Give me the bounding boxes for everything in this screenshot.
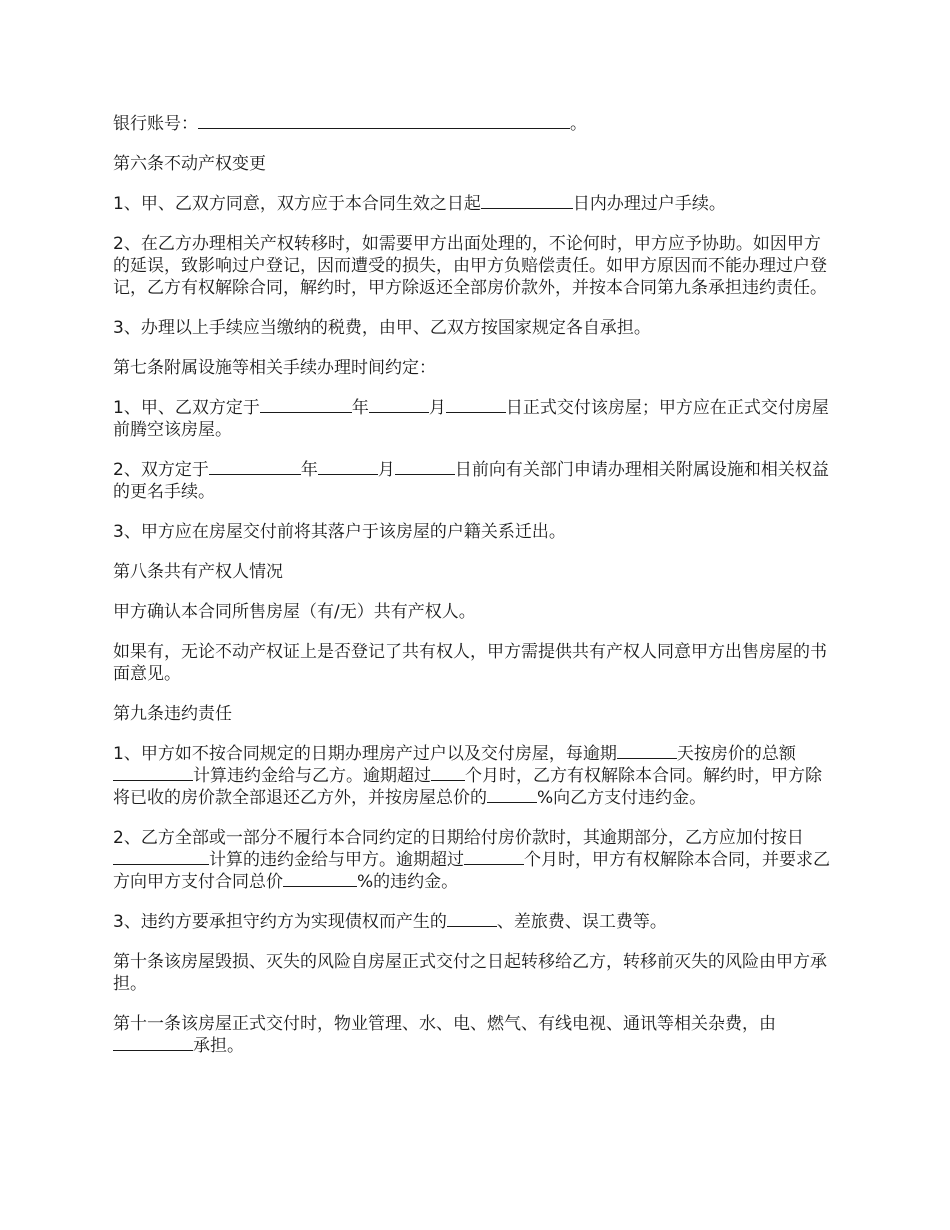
article-9-clause-3 [113,911,830,933]
bank-account-tail: 。 [570,114,587,134]
article-6-clause-1 [113,193,830,215]
text-segment: 计算违约金给与乙方。逾期超过 [193,766,431,786]
article-7-clause-2 [113,459,830,503]
text-segment: 第十一条该房屋正式交付时，物业管理、水、电、燃气、有线电视、通讯等相关杂费，由 [113,1014,776,1034]
article-11 [113,1013,830,1057]
text-segment: 承担。 [193,1036,244,1056]
days-blank [481,193,573,209]
article-6-title: 第六条不动产权变更 [113,154,266,174]
text-segment: 天按房价的总额 [676,744,796,764]
text-segment: 计算的违约金给与甲方。逾期超过 [209,850,464,870]
text-segment: 月 [428,398,446,418]
text-segment: 1、甲方如不按合同规定的日期办理房产过户以及交付房屋，每逾期 [113,744,617,764]
text-segment: 2、乙方全部或一部分不履行本合同约定的日期给付房价款时，其逾期部分，乙方应加付按日 [113,828,804,848]
article-8-title: 第八条共有产权人情况 [113,562,283,582]
text-segment: 、差旅费、误工费等。 [496,912,667,932]
article-7-title: 第七条附属设施等相关手续办理时间约定： [113,358,436,378]
article-6-clause-2: 2、在乙方办理相关产权转移时，如需要甲方出面处理的，不论何时，甲方应予协助。如因甲方的延误，致影响过户登记，因而遭受的损失，由甲方负赔偿责任。如甲方原因而不能办理过户登记，乙方有权解除合同，解约时，甲方除返还全部房价款外，并按本合同第九条承担违约责任。 [113,234,827,298]
year-blank [209,459,301,475]
bank-account-blank [198,113,570,129]
daily-rate-blank [113,849,209,865]
text-segment: 个月时，甲方有权解除本合同，并要求乙方向甲方支付合同总价 [113,850,830,892]
text-segment: 月 [377,460,395,480]
text-segment: 日前向有关部门申请办理相关附属设施和相关权益的更名手续。 [113,460,829,502]
article-10: 第十条该房屋毁损、灭失的风险自房屋正式交付之日起转移给乙方，转移前灭失的风险由甲方承担。 [113,952,827,994]
article-9-clause-1 [113,743,830,809]
text-segment: %向乙方支付违约金。 [537,788,707,808]
article-8-clause-2: 如果有，无论不动产权证上是否登记了共有权人，甲方需提供共有产权人同意甲方出售房屋的书面意见。 [113,642,827,684]
article-6-clause-3: 3、办理以上手续应当缴纳的税费，由甲、乙双方按国家规定各自承担。 [113,318,651,338]
text-segment: 年 [300,460,318,480]
text-segment: 1、甲、乙双方同意，双方应于本合同生效之日起 [113,194,481,214]
fee-blank [447,911,497,927]
article-9-title: 第九条违约责任 [113,704,232,724]
month-blank [318,459,378,475]
penalty-rate-blank [113,765,193,781]
article-9-clause-2 [113,827,830,893]
bank-account-line [113,113,830,135]
text-segment: 2、双方定于 [113,460,209,480]
percent-blank [283,871,357,887]
bank-account-label: 银行账号： [113,114,198,134]
overdue-months-blank [464,849,524,865]
day-blank [395,459,455,475]
month-blank [369,397,429,413]
article-7-clause-1 [113,397,830,441]
year-blank [260,397,352,413]
text-segment: 年 [351,398,369,418]
text-segment: 个月时，乙方有权解除本合同。解约时，甲方除将已收的房价款全部退还乙方外，并按房屋总价的 [113,766,822,808]
text-segment: 1、甲、乙双方定于 [113,398,260,418]
overdue-days-blank [617,743,677,759]
text-segment: %的违约金。 [357,872,459,892]
overdue-months-blank [431,765,465,781]
day-blank [446,397,506,413]
text-segment: 3、违约方要承担守约方为实现债权而产生的 [113,912,447,932]
article-8-clause-1: 甲方确认本合同所售房屋（有/无）共有产权人。 [113,602,476,622]
article-7-clause-3: 3、甲方应在房屋交付前将其落户于该房屋的户籍关系迁出。 [113,522,566,542]
text-segment: 日正式交付该房屋；甲方应在正式交付房屋前腾空该房屋。 [113,398,829,440]
percent-blank [487,787,537,803]
responsible-party-blank [113,1035,193,1051]
text-segment: 日内办理过户手续。 [572,194,726,214]
